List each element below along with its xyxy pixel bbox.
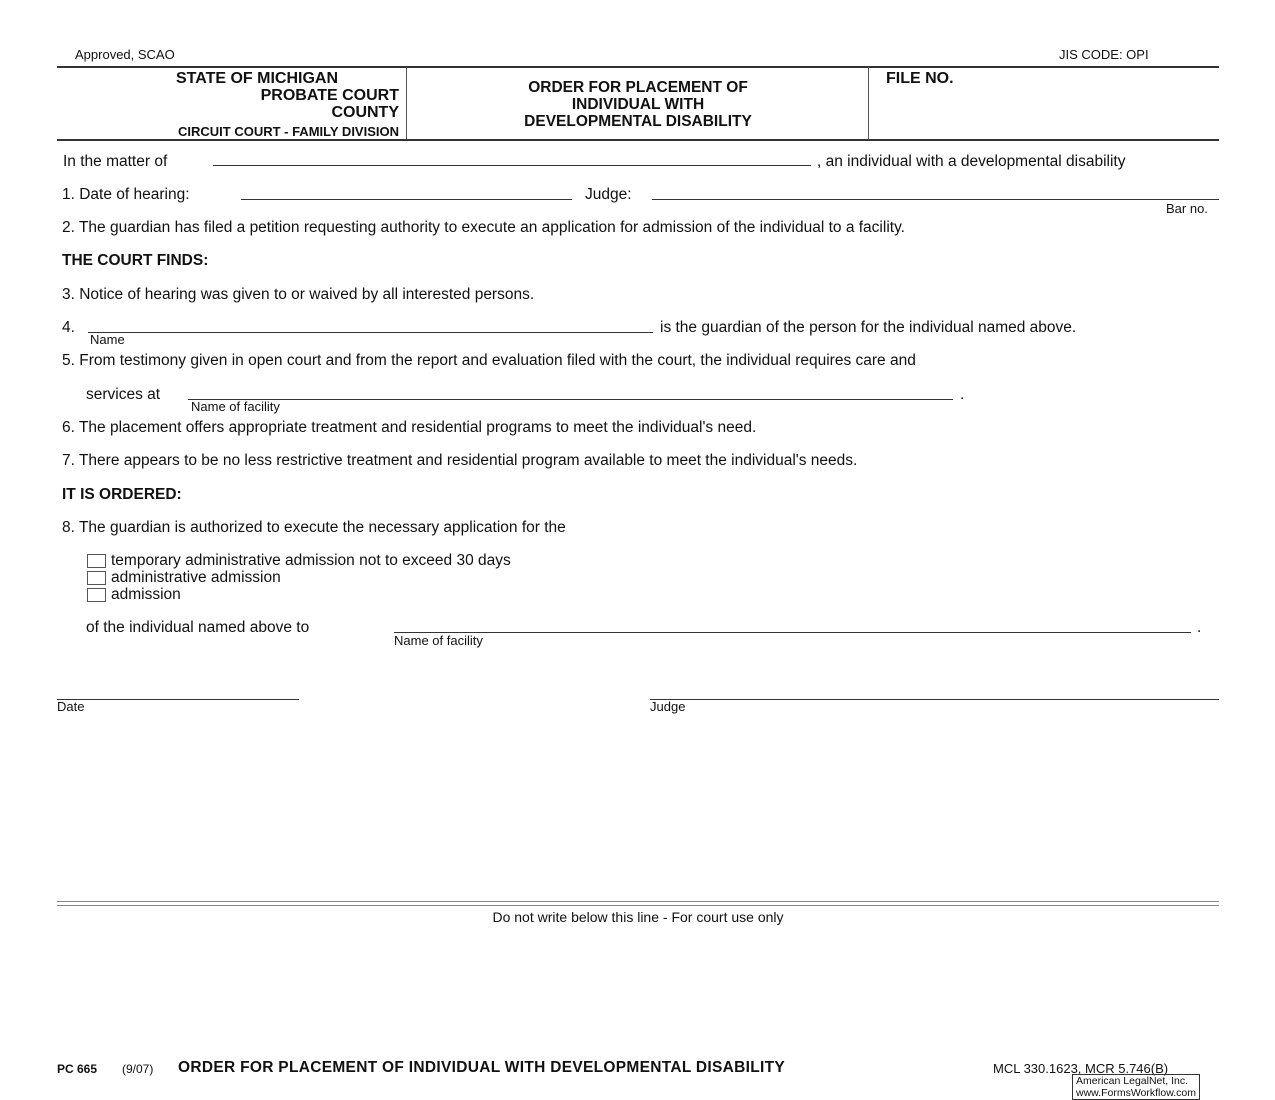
admission-checkbox[interactable] [87,588,106,602]
title-line: ORDER FOR PLACEMENT OF [528,79,748,96]
court-finds-heading: THE COURT FINDS: [62,252,209,269]
divider [57,139,1219,141]
guardian-name-field[interactable] [88,332,653,333]
judge-field[interactable] [652,199,1219,200]
hearing-date-label: 1. Date of hearing: [62,186,190,203]
item-8: 8. The guardian is authorized to execute the necessary application for the [62,519,566,536]
divider [57,66,1219,68]
vendor-box [1072,1074,1200,1100]
divider [57,901,1219,902]
court-use-notice: Do not write below this line - For court use only [492,909,784,925]
file-no-label: FILE NO. [886,70,954,87]
probate-label: PROBATE COURT [260,87,399,104]
form-number: PC 665 [57,1062,98,1076]
administrative-admission-checkbox[interactable] [87,571,106,585]
hearing-date-field[interactable] [241,199,572,200]
form-revision: (9/07) [122,1062,154,1076]
item-5-services: services at [86,386,161,403]
temporary-admission-checkbox[interactable] [87,554,106,568]
citation: MCL 330.1623, MCR 5.746(B) [993,1061,1169,1076]
facility-label: Name of facility [394,633,483,648]
item-6: 6. The placement offers appropriate treatment and residential programs to meet the individual's need. [62,419,757,436]
county-label: COUNTY [331,104,399,121]
item-7: 7. There appears to be no less restrictive treatment and residential program available to meet the individual's needs. [62,452,858,469]
item-3: 3. Notice of hearing was given to or waived by all interested persons. [62,286,535,303]
footer-title: ORDER FOR PLACEMENT OF INDIVIDUAL WITH DEVELOPMENTAL DISABILITY [178,1059,786,1076]
matter-name-field[interactable] [213,165,811,166]
state-label: STATE OF MICHIGAN [175,70,338,87]
vendor-name: American LegalNet, Inc. [1076,1075,1189,1087]
date-label: Date [57,699,85,714]
item-4-text: is the guardian of the person for the individual named above. [660,319,1077,336]
date-field[interactable] [57,699,299,700]
item-4-number: 4. [62,319,75,336]
approved-label: Approved, SCAO [75,47,175,62]
matter-label: In the matter of [63,153,168,170]
is-ordered-heading: IT IS ORDERED: [62,486,182,503]
option-label: temporary administrative admission not to exceed 30 days [111,552,511,569]
divider [868,67,869,139]
item-2: 2. The guardian has filed a petition requesting authority to execute an application for admission of the individual to a facility. [62,219,905,236]
jis-code: JIS CODE: OPI [1059,47,1149,62]
judge-signature-label: Judge [650,699,686,714]
period: . [1197,619,1202,636]
facility-label: Name of facility [191,399,280,414]
item-8-to: of the individual named above to [86,619,310,636]
option-label: administrative admission [111,569,281,586]
divider [406,67,407,139]
vendor-url: www.FormsWorkflow.com [1076,1087,1196,1099]
facility-field-2[interactable] [394,632,1191,633]
divider [57,905,1219,906]
title-line: DEVELOPMENTAL DISABILITY [524,113,752,130]
judge-label: Judge: [585,186,632,203]
bar-no-label: Bar no. [1166,201,1208,216]
name-label: Name [90,332,125,347]
facility-field[interactable] [188,399,953,400]
period: . [960,386,965,403]
item-5: 5. From testimony given in open court and from the report and evaluation filed with the court, the individual requires care and [62,352,916,369]
circuit-label: CIRCUIT COURT - FAMILY DIVISION [177,124,399,139]
title-line: INDIVIDUAL WITH [571,96,705,113]
judge-signature-field[interactable] [650,699,1219,700]
form-title [408,79,868,130]
option-label: admission [111,586,181,603]
matter-suffix: , an individual with a developmental disability [817,153,1126,170]
